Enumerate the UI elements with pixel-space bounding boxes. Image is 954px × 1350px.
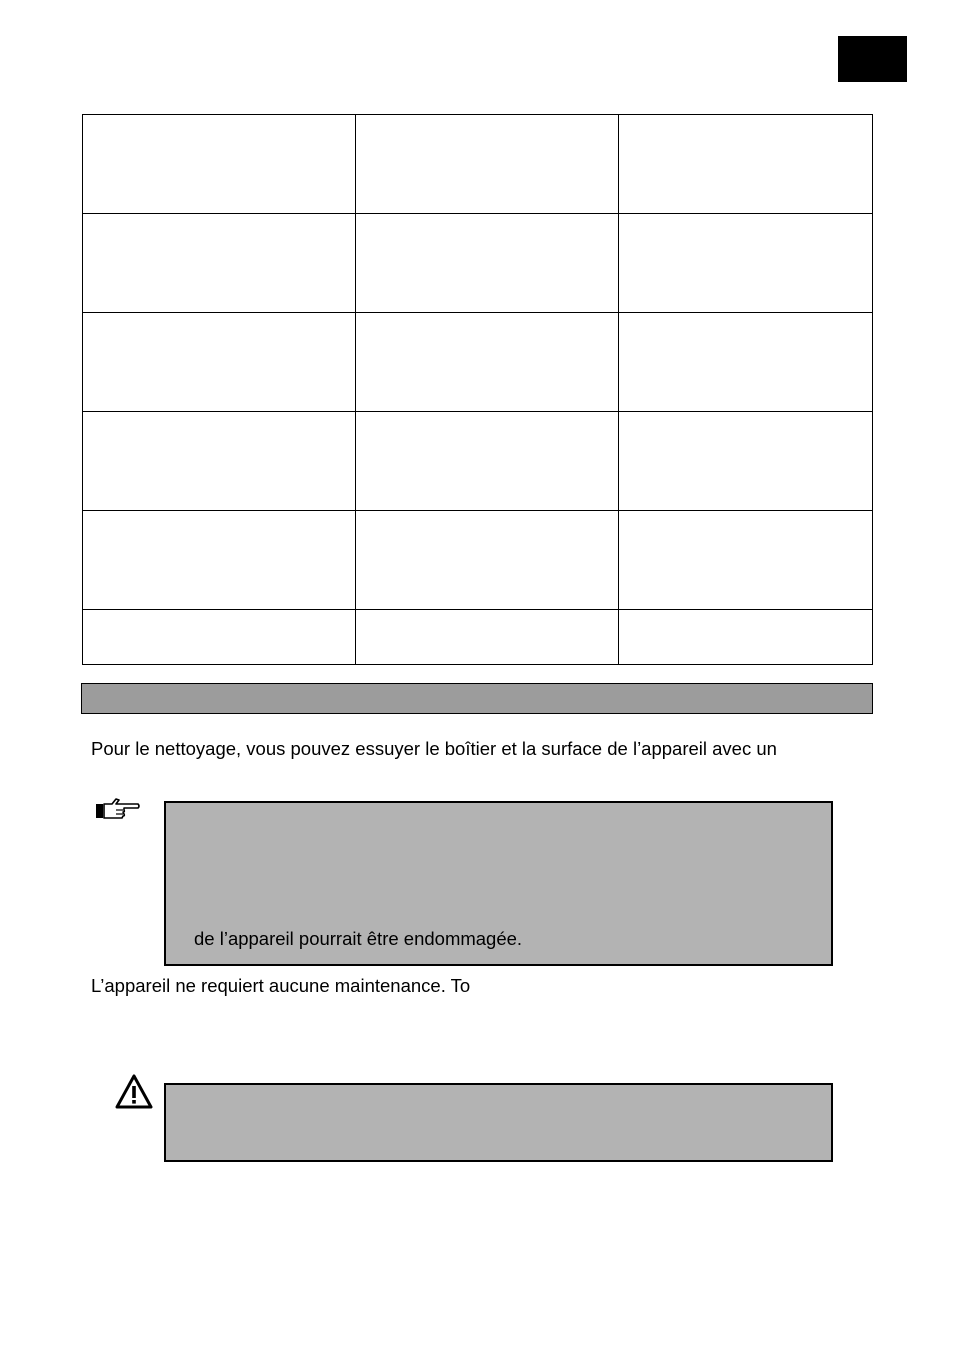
table-cell — [619, 610, 873, 665]
pointing-hand-icon — [94, 796, 142, 822]
page-tab-marker — [838, 36, 907, 82]
table-row — [83, 214, 873, 313]
table-cell — [83, 610, 356, 665]
table-row — [83, 115, 873, 214]
table-cell — [356, 214, 619, 313]
maintenance-paragraph: L’appareil ne requiert aucune maintenance. To — [91, 975, 471, 996]
warning-box — [164, 1083, 833, 1162]
table-cell — [83, 412, 356, 511]
cleaning-paragraph: Pour le nettoyage, vous pouvez essuyer le boîtier et la surface de l’appareil avec un — [91, 738, 777, 759]
specification-table — [82, 114, 873, 665]
table-cell — [356, 412, 619, 511]
table-row — [83, 610, 873, 665]
table-cell — [356, 313, 619, 412]
table-cell — [83, 313, 356, 412]
table-row — [83, 313, 873, 412]
table-cell — [619, 115, 873, 214]
table-cell — [83, 214, 356, 313]
table-cell — [356, 115, 619, 214]
table-row — [83, 511, 873, 610]
table-cell — [356, 610, 619, 665]
warning-triangle-icon — [114, 1073, 154, 1111]
table-row — [83, 412, 873, 511]
table-cell — [619, 412, 873, 511]
table-cell — [619, 214, 873, 313]
note-text: de l’appareil pourrait être endommagée. — [194, 928, 523, 949]
table-cell — [83, 115, 356, 214]
note-box — [164, 801, 833, 966]
table-cell — [619, 313, 873, 412]
section-heading-bar — [81, 683, 873, 714]
table-cell — [619, 511, 873, 610]
table-cell — [356, 511, 619, 610]
table-cell — [83, 511, 356, 610]
